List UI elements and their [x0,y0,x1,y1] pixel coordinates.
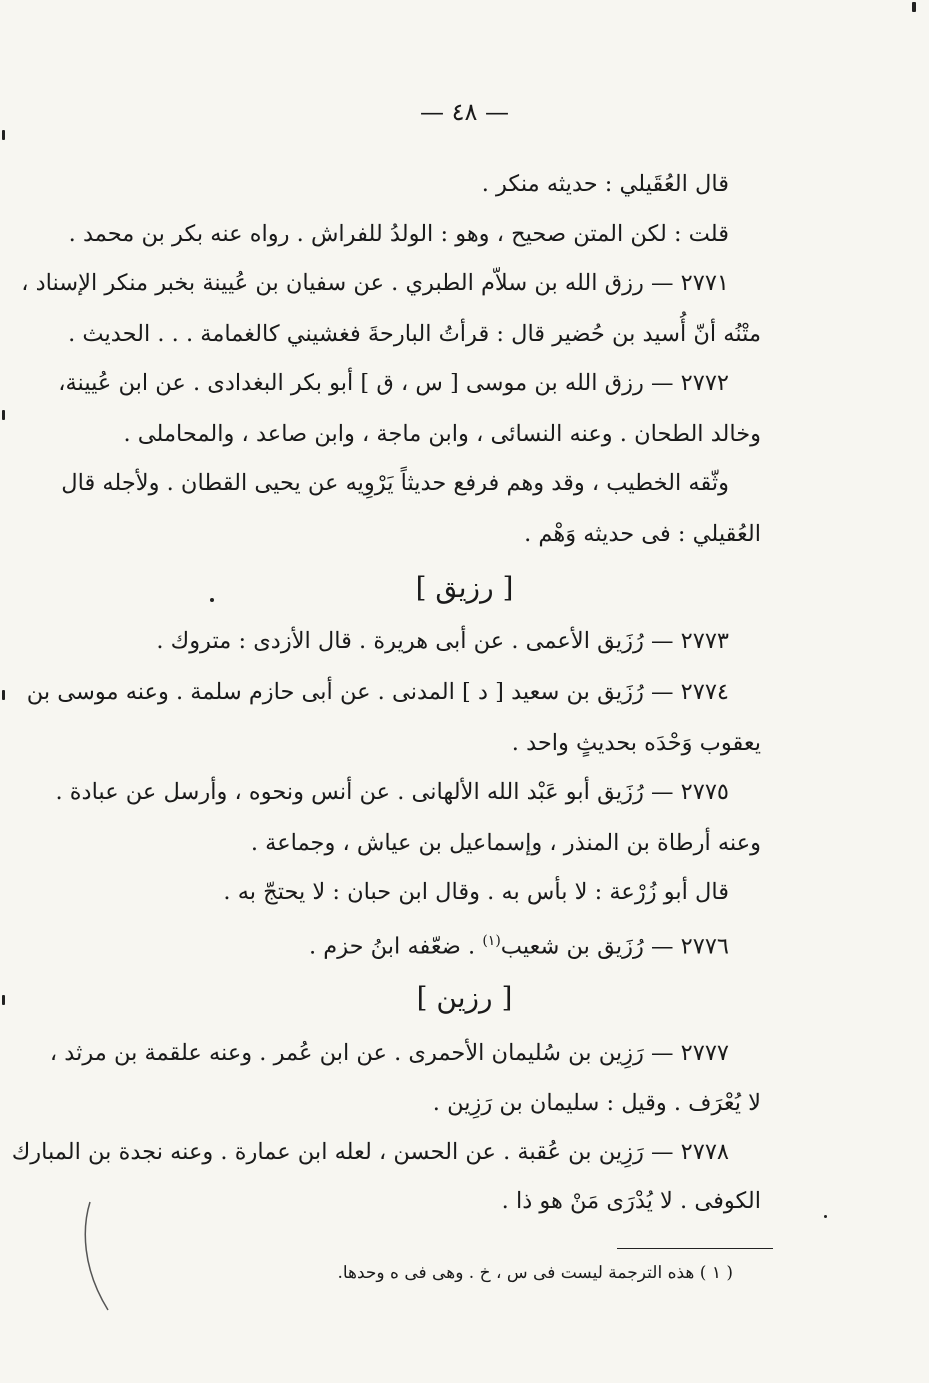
text-line: وخالد الطحان . وعنه النسائى ، وابن ماجة ، وابن صاعد ، والمحاملى . [123,421,761,447]
scan-mark [2,690,5,700]
text-line: وعنه أرطاة بن المنذر ، وإسماعيل بن عياش ، وجماعة . [250,830,761,856]
page-number: — ٤٨ — [419,98,510,126]
scan-mark [912,2,916,12]
footnote: ( ١ ) هذه الترجمة ليست فى س ، خ . وهى فى ه وحدها. [337,1263,733,1283]
entry-2772: ٢٧٧٢ — رزق الله بن موسى [ س ، ق ] أبو بكر البغدادى . عن ابن عُيينة، [58,370,729,396]
scan-dot [210,598,214,602]
scan-dot [824,1215,827,1218]
entry-2771: ٢٧٧١ — رزق الله بن سلاّم الطبري . عن سفيان بن عُيينة بخبر منكر الإسناد ، [21,270,729,296]
text-line: يعقوب وَحْدَه بحديثٍ واحد . [511,730,761,756]
text-line: قال العُقَيلي : حديثه منكر . [481,171,729,197]
entry-2777: ٢٧٧٧ — رَزِين بن سُليمان الأحمرى . عن ابن عُمر . وعنه علقمة بن مرثد ، [49,1040,729,1066]
section-heading-razin: [ رزين ] [416,981,513,1014]
footnote-reference: (١) [482,933,501,949]
text-line: قلت : لكن المتن صحيح ، وهو : الولدُ للفراش . رواه عنه بكر بن محمد . [68,221,729,247]
entry-2776 [309,925,729,963]
section-heading-razik: [ رزيق ] [415,571,514,604]
scan-mark [2,995,5,1005]
text-line: العُقيلي : فى حديثه وَهْم . [524,521,761,547]
entry-2778: ٢٧٧٨ — رَزِين بن عُقبة . عن الحسن ، لعله ابن عمارة . وعنه نجدة بن المبارك [11,1139,729,1165]
text-line: لا يُعْرَف . وقيل : سليمان بن رَزِين . [432,1090,761,1116]
entry-2775: ٢٧٧٥ — رُزَيق أبو عَبْد الله الألهانى . عن أنس ونحوه ، وأرسل عن عبادة . [55,779,729,805]
entry-2773: ٢٧٧٣ — رُزَيق الأعمى . عن أبى هريرة . قال الأزدى : متروك . [156,628,729,654]
page-curl-mark [78,1198,118,1318]
text-line: الكوفى . لا يُدْرَى مَنْ هو ذا . [501,1188,761,1214]
entry-text: . ضعّفه ابنُ حزم . [308,933,476,960]
footnote-divider [617,1248,773,1249]
text-line: متْنُه أنّ أُسيد بن حُضير قال : قرأتُ البارحةَ فغشيني كالغمامة . . . الحديث . [68,321,761,347]
entry-text: ٢٧٧٦ — رُزَيق بن شعيب [500,933,729,960]
text-line: وثّقه الخطيب ، وقد وهم فرفع حديثاً يَرْوِيه عن يحيى القطان . ولأجله قال [61,470,729,496]
text-line: قال أبو زُرْعة : لا بأس به . وقال ابن حبان : لا يحتجّ به . [223,879,729,905]
entry-2774: ٢٧٧٤ — رُزَيق بن سعيد [ د ] المدنى . عن أبى حازم سلمة . وعنه موسى بن [26,679,729,705]
scan-mark [2,130,5,140]
scan-mark [2,410,5,420]
